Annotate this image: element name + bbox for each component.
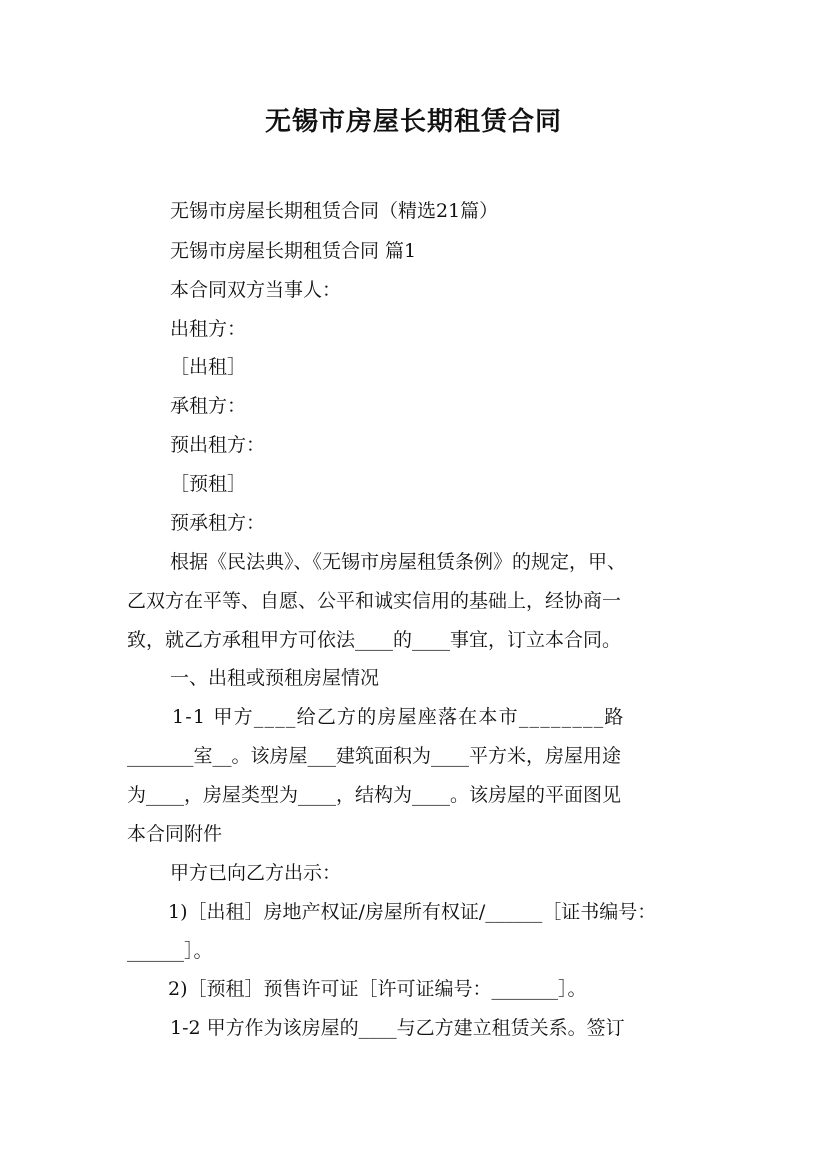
- clause-line: 为____，房屋类型为____，结构为____。该房屋的平面图见: [127, 784, 622, 806]
- clause-line: 本合同附件: [127, 823, 223, 845]
- section-heading: 无锡市房屋长期租赁合同 篇1: [170, 240, 417, 262]
- document-title: 无锡市房屋长期租赁合同: [264, 107, 562, 137]
- paragraph-line: 根据《民法典》、《无锡市房屋租赁条例》的规定，甲、: [170, 551, 627, 573]
- clause-line: 2)［预租］预售许可证［许可证编号：_______］。: [168, 978, 587, 1000]
- paragraph-line: 预出租方：: [170, 434, 266, 456]
- clause-line: 1)［出租］房地产权证/房屋所有权证/______［证书编号：: [168, 901, 657, 923]
- paragraph-line: 出租方：: [170, 318, 247, 340]
- clause-line: 1-2 甲方作为该房屋的____与乙方建立租赁关系。签订: [170, 1017, 625, 1039]
- subtitle-line: 无锡市房屋长期租赁合同（精选21篇）: [170, 200, 499, 222]
- clause-line: _______室__。该房屋___建筑面积为____平方米，房屋用途: [127, 745, 622, 767]
- paragraph-line: 乙双方在平等、自愿、公平和诚实信用的基础上，经协商一: [127, 590, 622, 612]
- paragraph-line: 致，就乙方承租甲方可依法____的____事宜，订立本合同。: [127, 629, 622, 651]
- paragraph-line: ［预租］: [170, 473, 247, 495]
- section-heading: 一、出租或预租房屋情况: [170, 667, 380, 689]
- paragraph-line: 甲方已向乙方出示：: [170, 862, 342, 884]
- paragraph-line: ［出租］: [170, 356, 247, 378]
- paragraph-line: 承租方：: [170, 395, 247, 417]
- paragraph-line: 预承租方：: [170, 512, 266, 534]
- clause-line: 1-1 甲方____给乙方的房屋座落在本市________路: [172, 706, 625, 728]
- paragraph-line: 本合同双方当事人：: [170, 279, 342, 301]
- clause-line: ______］。: [127, 940, 213, 962]
